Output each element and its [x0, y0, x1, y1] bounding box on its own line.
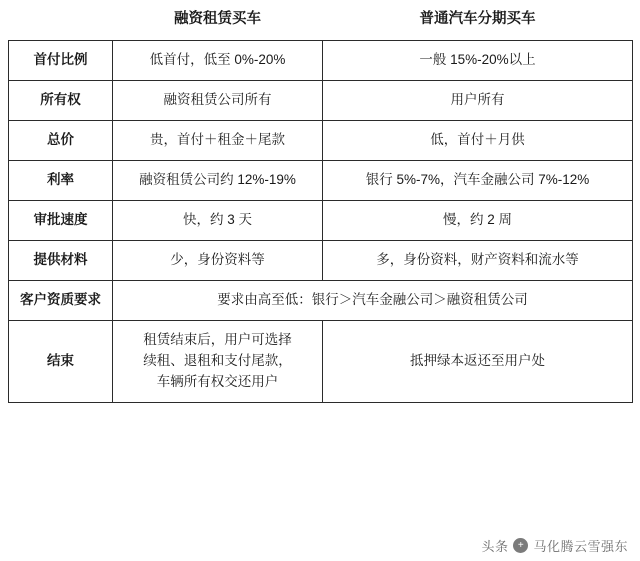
row-label-approval-speed: 审批速度 [9, 201, 113, 241]
watermark-name: 马化腾云雪强东 [533, 539, 628, 554]
table-row [9, 281, 633, 321]
row-label-downpayment: 首付比例 [9, 41, 113, 81]
cell-ending-lease-line-2: 续租、退租和支付尾款， [143, 352, 292, 368]
cell-approval-speed-installment: 慢，约 2 周 [323, 201, 633, 241]
header-col-b: 普通汽车分期买车 [419, 11, 536, 27]
cell-downpayment-lease: 低首付，低至 0%-20% [113, 41, 323, 81]
cell-ownership-installment: 用户所有 [323, 81, 633, 121]
watermark [481, 536, 628, 555]
table-header-row [9, 0, 633, 41]
row-label-documents: 提供材料 [9, 241, 113, 281]
cell-documents-installment: 多，身份资料，财产资料和流水等 [323, 241, 633, 281]
watermark-badge-icon: + [513, 538, 528, 553]
row-label-ending: 结束 [9, 320, 113, 402]
cell-downpayment-installment: 一般 15%-20%以上 [323, 41, 633, 81]
table-row [9, 161, 633, 201]
header-corner-cell [9, 0, 113, 41]
cell-documents-lease: 少，身份资料等 [113, 241, 323, 281]
table-row [9, 121, 633, 161]
row-label-total-price: 总价 [9, 121, 113, 161]
table-row [9, 201, 633, 241]
cell-interest-rate-lease: 融资租赁公司约 12%-19% [113, 161, 323, 201]
cell-ending-lease-line-1: 租赁结束后，用户可选择 [143, 331, 292, 347]
row-label-ownership: 所有权 [9, 81, 113, 121]
cell-ownership-lease: 融资租赁公司所有 [113, 81, 323, 121]
cell-total-price-lease: 贵，首付＋租金＋尾款 [113, 121, 323, 161]
comparison-table [8, 0, 633, 403]
cell-ending-lease [113, 320, 323, 402]
watermark-prefix: 头条 [481, 539, 509, 554]
cell-total-price-installment: 低，首付＋月供 [323, 121, 633, 161]
cell-interest-rate-installment: 银行 5%-7%，汽车金融公司 7%-12% [323, 161, 633, 201]
row-label-interest-rate: 利率 [9, 161, 113, 201]
cell-qualification-merged: 要求由高至低：银行＞汽车金融公司＞融资租赁公司 [113, 281, 633, 321]
table-row [9, 241, 633, 281]
cell-approval-speed-lease: 快，约 3 天 [113, 201, 323, 241]
row-label-qualification: 客户资质要求 [9, 281, 113, 321]
table-row [9, 41, 633, 81]
table-row [9, 81, 633, 121]
table-row [9, 320, 633, 402]
cell-ending-installment: 抵押绿本返还至用户处 [323, 320, 633, 402]
cell-ending-lease-line-3: 车辆所有权交还用户 [156, 373, 279, 389]
header-col-a: 融资租赁买车 [174, 11, 261, 27]
